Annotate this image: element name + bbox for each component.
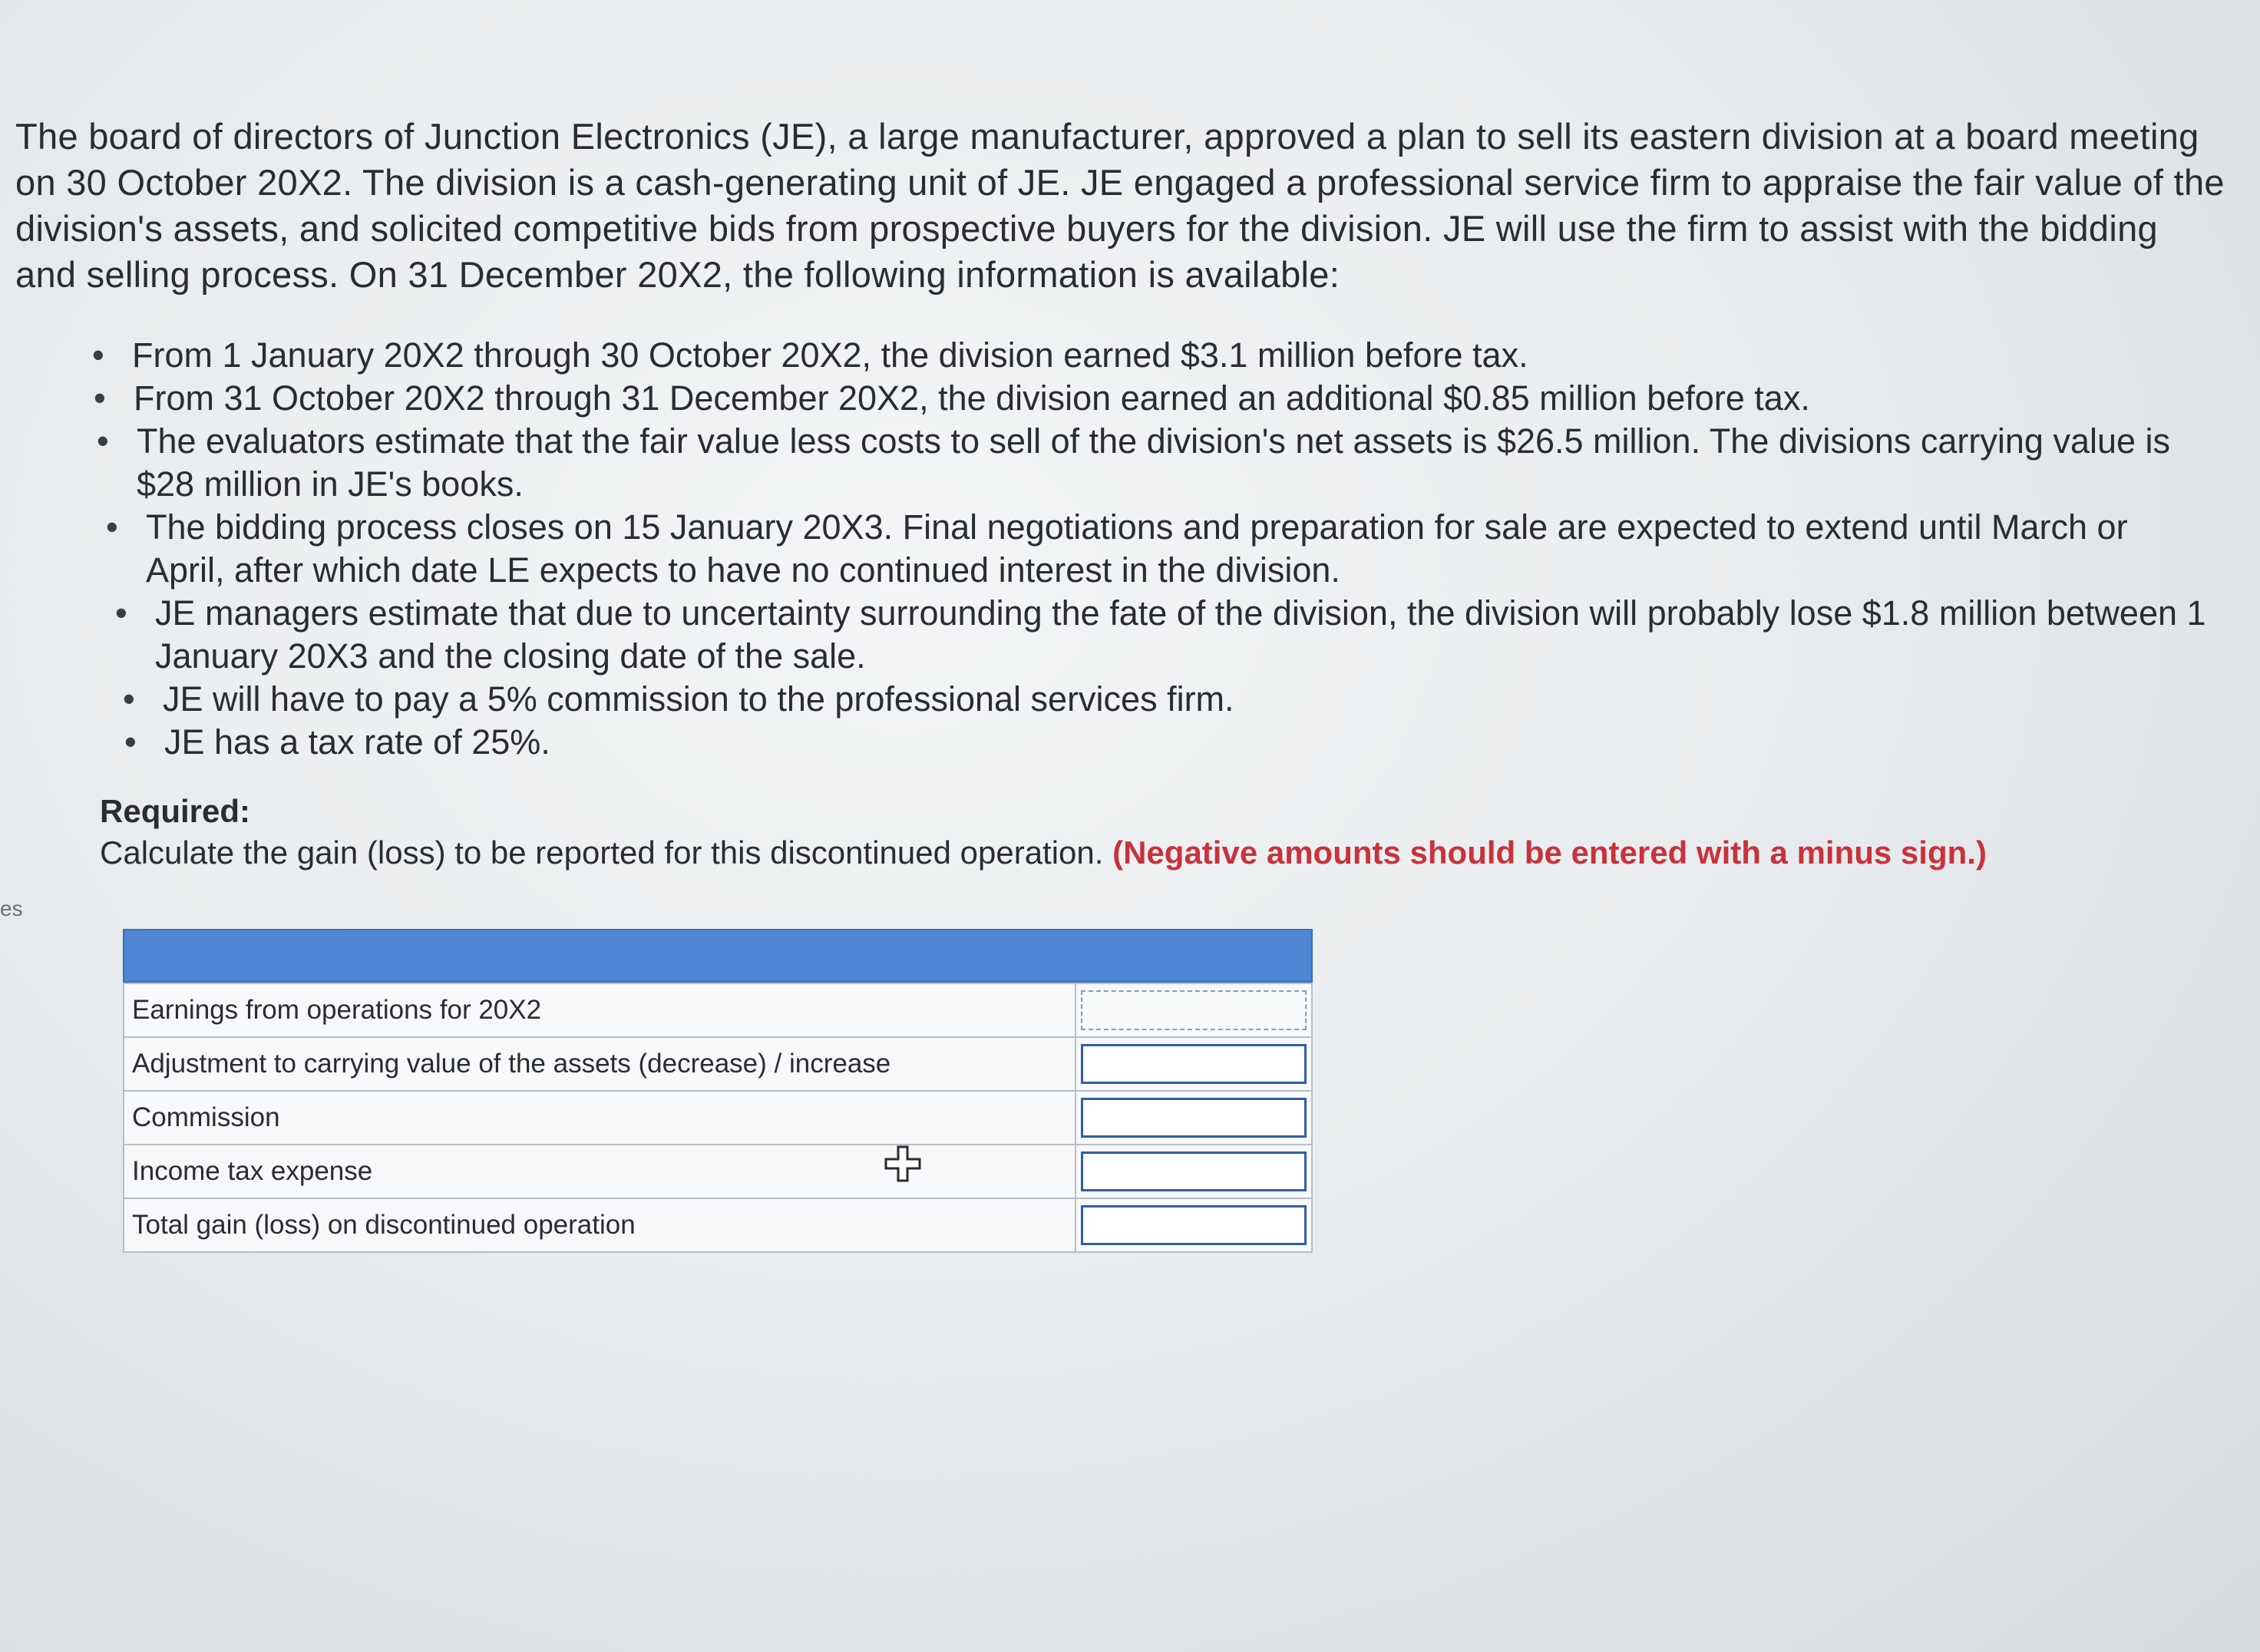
side-label: es: [0, 897, 23, 920]
row-input-cell: [1075, 1145, 1312, 1198]
table-row: [124, 1145, 1312, 1198]
fact-item: • JE has a tax rate of 25%.: [124, 721, 2211, 764]
table-row: [124, 1091, 1312, 1145]
table-row: [124, 1037, 1312, 1091]
cursor-crosshair-icon: [883, 1144, 923, 1184]
total-gain-input[interactable]: [1081, 1205, 1307, 1245]
row-label: Adjustment to carrying value of the assets (decrease) / increase: [124, 1037, 1075, 1091]
table-row: [124, 983, 1312, 1037]
row-label: Commission: [124, 1091, 1075, 1145]
row-input-cell: [1075, 1091, 1312, 1145]
fact-item: • JE managers estimate that due to uncertainty surrounding the fate of the division, the division will probably lose $1.8 million between 1 January 20X3 and the closing date of the sale.: [115, 592, 2211, 678]
fact-item: • JE will have to pay a 5% commission to the professional services firm.: [123, 678, 2211, 721]
adjustment-input[interactable]: [1081, 1044, 1307, 1084]
row-label: Total gain (loss) on discontinued operation: [124, 1198, 1075, 1252]
required-label: Required:: [100, 793, 251, 829]
table-header: [123, 929, 1313, 983]
required-section: [100, 791, 1987, 874]
income-tax-input[interactable]: [1081, 1151, 1307, 1191]
commission-input[interactable]: [1081, 1098, 1307, 1138]
fact-item: • From 31 October 20X2 through 31 December 20X2, the division earned an additional $0.85 million before tax.: [94, 377, 2211, 420]
facts-list: [92, 334, 2211, 764]
required-note: (Negative amounts should be entered with a minus sign.): [1112, 834, 1987, 871]
earnings-input[interactable]: [1081, 990, 1307, 1030]
row-input-cell: [1075, 1037, 1312, 1091]
fact-item: • The bidding process closes on 15 January 20X3. Final negotiations and preparation for sale are expected to extend until March or April, after which date LE expects to have no continued interest in the division.: [106, 506, 2211, 592]
row-input-cell: [1075, 983, 1312, 1037]
row-label: Earnings from operations for 20X2: [124, 983, 1075, 1037]
row-input-cell: [1075, 1198, 1312, 1252]
row-label: Income tax expense: [124, 1145, 1075, 1198]
table-row: [124, 1198, 1312, 1252]
calculation-table: [123, 929, 1313, 1253]
problem-intro: [15, 114, 2226, 298]
required-instruction: Calculate the gain (loss) to be reported for this discontinued operation.: [100, 834, 1113, 871]
fact-item: • From 1 January 20X2 through 30 October 20X2, the division earned $3.1 million before tax.: [92, 334, 2211, 377]
intro-paragraph: The board of directors of Junction Electronics (JE), a large manufacturer, approved a plan to sell its eastern division at a board meeting on 30 October 20X2. The division is a cash-generating unit of JE. JE engaged a professional service firm to appraise the fair value of the division's assets, and solicited competitive bids from prospective buyers for the division. JE will use the firm to assist with the bidding and selling process. On 31 December 20X2, the following information is available:: [15, 116, 2225, 295]
calculation-grid: [123, 983, 1313, 1253]
fact-item: • The evaluators estimate that the fair value less costs to sell of the division's net assets is $26.5 million. The divisions carrying value is $28 million in JE's books.: [97, 420, 2211, 506]
